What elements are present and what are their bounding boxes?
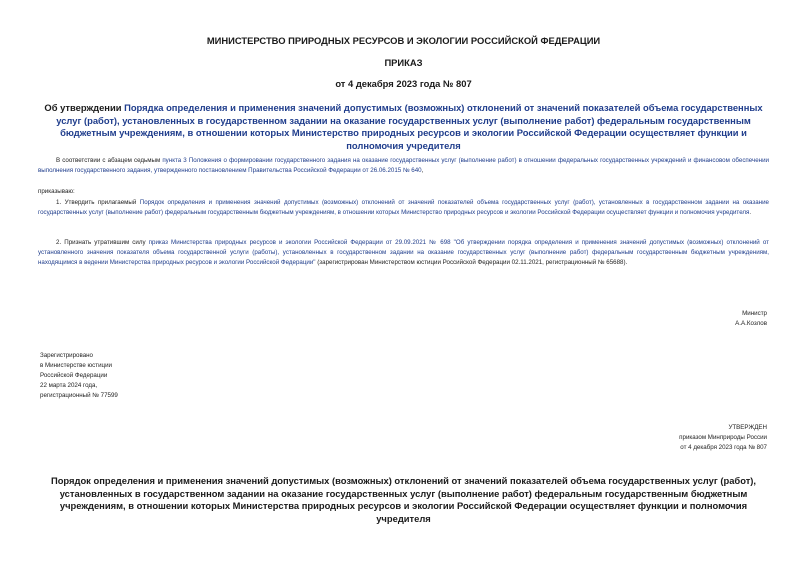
paragraph-approve — [38, 198, 769, 218]
paragraph-approve-text: 1. Утвердить прилагаемый — [56, 199, 140, 206]
registration-block — [40, 351, 118, 401]
registration-line: Российской Федерации — [40, 372, 108, 379]
ministry-name: МИНИСТЕРСТВО ПРИРОДНЫХ РЕСУРСОВ И ЭКОЛОГИИ РОССИЙСКОЙ ФЕДЕРАЦИИ — [206, 35, 601, 46]
procedure-title: Порядок определения и применения значений допустимых (возможных) отклонений от значений показателей объема государственных услуг (работ), установленных в государственном задании на оказание государственных услуг (выполнение работ) федеральным государственным бюджетным учреждениям, в отношении которых Министерства природных ресурсов и экологии Российской Федерации осуществляет функции и полномочия учредителя — [50, 475, 757, 524]
signer-role: Министр — [742, 310, 767, 317]
paragraph-basis-end: , — [421, 167, 424, 174]
approved-by: приказом Минприроды России — [679, 434, 767, 441]
paragraph-repeal — [38, 238, 769, 268]
document-type: ПРИКАЗ — [384, 57, 423, 68]
paragraph-repeal-text: 2. Признать утратившим силу — [56, 239, 149, 246]
document-date-number: от 4 декабря 2023 года № 807 — [335, 78, 472, 89]
registration-date: 22 марта 2024 года, — [40, 382, 98, 389]
registration-line: Зарегистрировано — [40, 352, 93, 359]
title-prefix: Об утверждении — [44, 102, 125, 113]
document-title — [40, 102, 767, 152]
signature-block — [735, 309, 767, 329]
paragraph-basis-text: В соответствии с абзацем седьмым — [56, 157, 163, 164]
paragraph-repeal-end: (зарегистрирован Министерством юстиции Российской Федерации 02.11.2021, регистрационный № 65688). — [315, 259, 628, 266]
repeal-link[interactable]: приказ Министерства природных ресурсов и экологии Российской Федерации от 29.09.2021 № 698 "Об утверждении порядка определения и применения значений допустимых (возможных) отклонений от установленного значения показателя объема государственной услуги (работы), установленных в государственном задании на оказание государственных услуг (выполнение работ) федеральным государственным бюджетным учреждениям, находящимся в ведении Министерства природных ресурсов и экологии Российской Федерации" — [38, 239, 769, 266]
title-link[interactable]: Порядка определения и применения значений допустимых (возможных) отклонений от значений показателей объема государственных услуг (работ), установленных в государственном задании на оказание государственных услуг (выполнение работ) федеральным государственным бюджетным учреждениям, в отношении которых Министерство природных ресурсов и экологии Российской Федерации осуществляет функции и полномочия учредителя — [56, 102, 763, 151]
registration-number: регистрационный № 77599 — [40, 392, 118, 399]
basis-link[interactable]: пункта 3 Положения о формировании государственного задания на оказание государственных услуг (выполнение работ) в отношении федеральных государственных учреждений и финансовом обеспечении выполнения государственного задания, утвержденного постановлением Правительства Российской Федерации от 26.06.2015 № 640 — [38, 157, 769, 174]
paragraph-basis — [38, 156, 769, 176]
registration-line: в Министерстве юстиции — [40, 362, 113, 369]
paragraph-approve-end: . — [749, 209, 752, 216]
approved-date: от 4 декабря 2023 года № 807 — [680, 444, 767, 451]
approval-block — [679, 423, 767, 453]
signer-name: А.А.Козлов — [735, 320, 767, 327]
order-word: приказываю: — [38, 188, 75, 195]
approve-link[interactable]: Порядок определения и применения значений допустимых (возможных) отклонений от значений показателей объема государственных услуг (работ), установленных в государственном задании на оказание государственных услуг (выполнение работ) федеральным государственным бюджетным учреждениям, в отношении которых Министерство природных ресурсов и экологии Российской Федерации осуществляет функции и полномочия учредителя — [38, 199, 769, 216]
approved-label: УТВЕРЖДЕН — [728, 424, 767, 431]
